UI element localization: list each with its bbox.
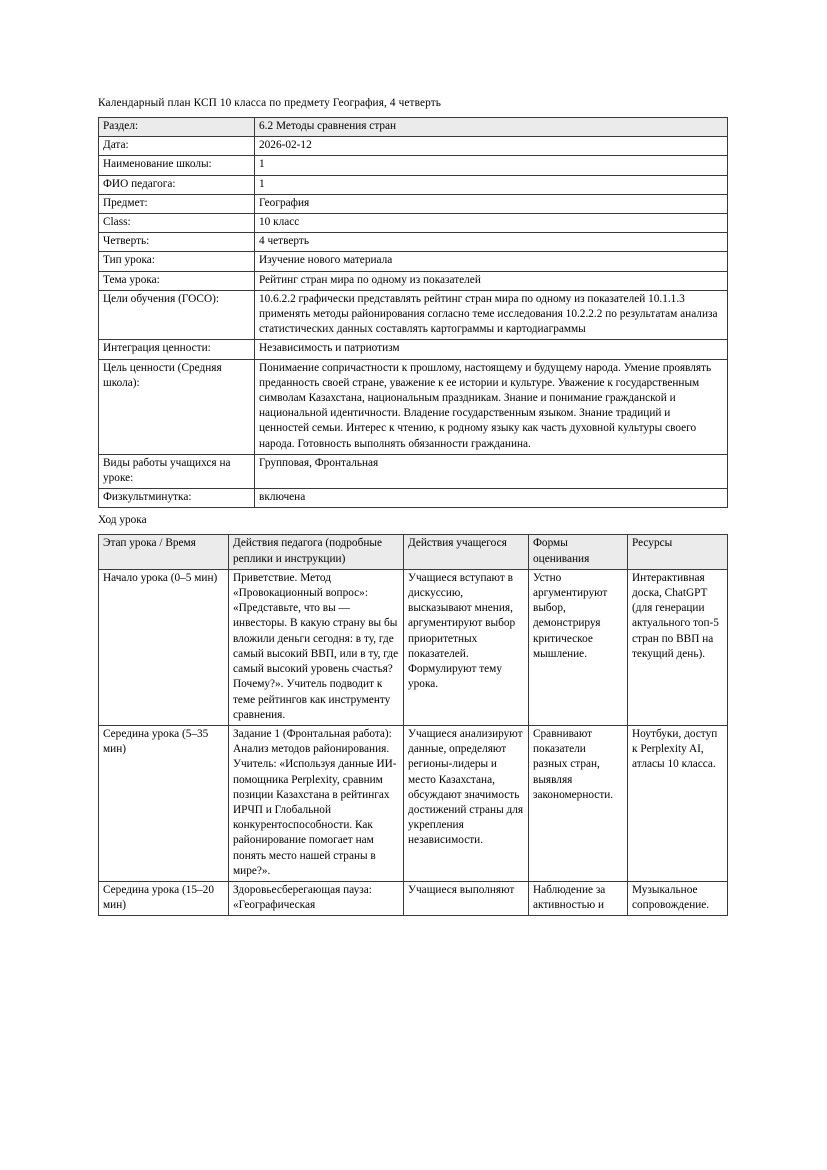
cell-assessment: Сравнивают показатели разных стран, выявляя закономерности. xyxy=(529,725,628,881)
info-row-label: Тема урока: xyxy=(99,271,255,290)
lesson-flow-table xyxy=(98,534,728,916)
info-row-value: 6.2 Методы сравнения стран xyxy=(255,118,728,137)
info-row-label: Наименование школы: xyxy=(99,156,255,175)
table-row xyxy=(99,359,728,454)
info-row-value: 4 четверть xyxy=(255,233,728,252)
cell-stage: Середина урока (5–35 мин) xyxy=(99,725,229,881)
cell-resources: Музыкальное сопровождение. xyxy=(628,881,728,915)
lesson-info-table-body xyxy=(99,118,728,508)
info-row-label: Виды работы учащихся на уроке: xyxy=(99,454,255,488)
info-row-value: 1 xyxy=(255,156,728,175)
column-header-stage: Этап урока / Время xyxy=(99,535,229,569)
info-row-value: включена xyxy=(255,489,728,508)
cell-resources: Интерактивная доска, ChatGPT (для генерации актуального топ-5 стран по ВВП на текущий день). xyxy=(628,569,728,725)
table-row xyxy=(99,137,728,156)
page-title: Календарный план КСП 10 класса по предмету География, 4 четверть xyxy=(98,97,442,109)
cell-teacher-actions: Приветствие. Метод «Провокационный вопрос»: «Представьте, что вы — инвесторы. В какую страну вы бы вложили деньги сегодня: в ту, где самый высокий ВВП, или в ту, где самый высокий уровень счастья? Почему?». Учитель подводит к теме рейтингов как инструменту сравнения. xyxy=(229,569,404,725)
info-row-label: Раздел: xyxy=(99,118,255,137)
cell-teacher-actions: Здоровьесберегающая пауза: «Географическая xyxy=(229,881,404,915)
table-row xyxy=(99,569,728,725)
lesson-flow-table-head xyxy=(99,535,728,569)
document-content xyxy=(98,96,728,916)
info-row-value: Рейтинг стран мира по одному из показателей xyxy=(255,271,728,290)
info-row-label: Цель ценности (Средняя школа): xyxy=(99,359,255,454)
cell-assessment: Устно аргументируют выбор, демонстрируя критическое мышление. xyxy=(529,569,628,725)
table-row xyxy=(99,340,728,359)
info-row-value: 10.6.2.2 графически представлять рейтинг стран мира по одному из показателей 10.1.1.3 применять методы районирования согласно теме исследования 10.2.2.2 по результатам анализа статистических данных составлять картограммы и картодиаграммы xyxy=(255,290,728,340)
cell-stage: Середина урока (15–20 мин) xyxy=(99,881,229,915)
info-row-label: Тип урока: xyxy=(99,252,255,271)
page-clipper xyxy=(98,96,732,1068)
table-row xyxy=(99,175,728,194)
table-row xyxy=(99,252,728,271)
info-row-label: Предмет: xyxy=(99,194,255,213)
info-row-label: Четверть: xyxy=(99,233,255,252)
cell-resources: Ноутбуки, доступ к Perplexity AI, атласы 10 класса. xyxy=(628,725,728,881)
cell-assessment: Наблюдение за активностью и xyxy=(529,881,628,915)
cell-student-actions: Учащиеся анализируют данные, определяют регионы-лидеры и место Казахстана, обсуждают значимость достижений страны для укрепления независимости. xyxy=(404,725,529,881)
info-row-value: Изучение нового материала xyxy=(255,252,728,271)
table-row xyxy=(99,233,728,252)
info-row-label: ФИО педагога: xyxy=(99,175,255,194)
info-row-value: 10 класс xyxy=(255,214,728,233)
column-header-teacher-actions: Действия педагога (подробные реплики и инструкции) xyxy=(229,535,404,569)
info-row-value: 1 xyxy=(255,175,728,194)
info-row-value: 2026-02-12 xyxy=(255,137,728,156)
table-row xyxy=(99,725,728,881)
column-header-resources: Ресурсы xyxy=(628,535,728,569)
table-header-row xyxy=(99,535,728,569)
info-row-value: Групповая, Фронтальная xyxy=(255,454,728,488)
table-row xyxy=(99,271,728,290)
info-row-label: Class: xyxy=(99,214,255,233)
info-row-label: Физкультминутка: xyxy=(99,489,255,508)
cell-stage: Начало урока (0–5 мин) xyxy=(99,569,229,725)
table-row xyxy=(99,214,728,233)
table-row xyxy=(99,156,728,175)
cell-student-actions: Учащиеся вступают в дискуссию, высказывают мнения, аргументируют выбор приоритетных показателей. Формулируют тему урока. xyxy=(404,569,529,725)
column-header-assessment: Формы оценивания xyxy=(529,535,628,569)
lesson-info-table xyxy=(98,117,728,508)
table-row xyxy=(99,290,728,340)
lesson-flow-heading: Ход урока xyxy=(98,514,147,527)
cell-student-actions: Учащиеся выполняют xyxy=(404,881,529,915)
table-row xyxy=(99,454,728,488)
table-row xyxy=(99,489,728,508)
table-row xyxy=(99,118,728,137)
info-row-label: Цели обучения (ГОСО): xyxy=(99,290,255,340)
column-header-student-actions: Действия учащегося xyxy=(404,535,529,569)
info-row-label: Дата: xyxy=(99,137,255,156)
info-row-value: География xyxy=(255,194,728,213)
info-row-value: Независимость и патриотизм xyxy=(255,340,728,359)
info-row-label: Интеграция ценности: xyxy=(99,340,255,359)
table-row xyxy=(99,194,728,213)
info-row-value: Понимаение сопричастности к прошлому, настоящему и будущему народа. Умение проявлять преданность своей стране, уважение к ее истории и культуре. Уважение к государственным символам Казахстана, национальным праздникам. Знание и понимание гражданской и национальной идентичности. Владение государственным языком. Знание традиций и ценностей семьи. Интерес к чтению, к родному языку как часть духовной культуры своего народа. Готовность выполнять обязанности гражданина. xyxy=(255,359,728,454)
table-row xyxy=(99,881,728,915)
lesson-flow-table-body xyxy=(99,569,728,915)
cell-teacher-actions: Задание 1 (Фронтальная работа): Анализ методов районирования. Учитель: «Используя данные ИИ-помощника Perplexity, сравним позиции Казахстана в рейтингах ИРЧП и Глобальной конкурентоспособности. Как районирование помогает нам понять место нашей страны в мире?». xyxy=(229,725,404,881)
